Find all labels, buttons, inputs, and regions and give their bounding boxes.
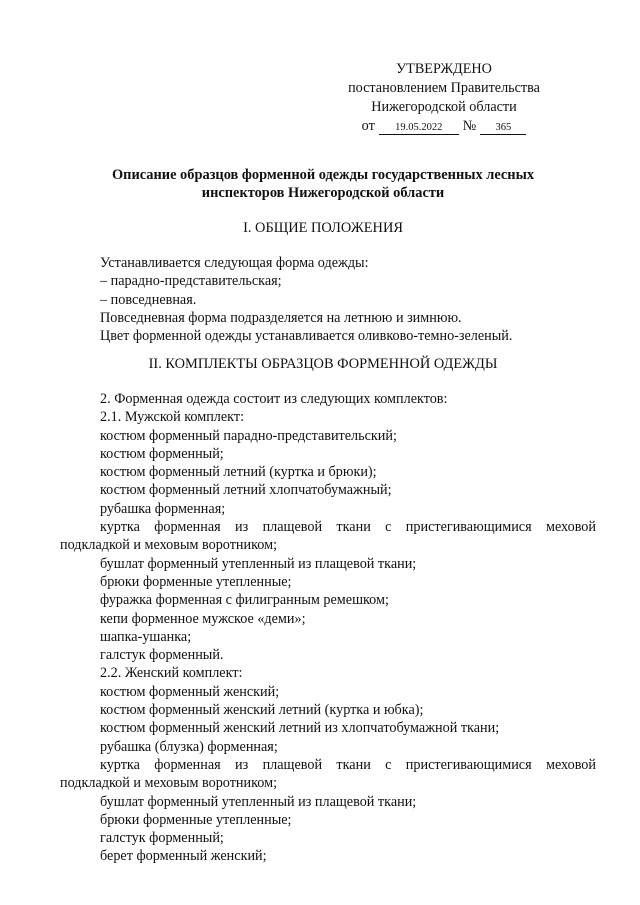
list-item: костюм форменный летний (куртка и брюки); — [100, 464, 377, 481]
approval-line-1: постановлением Правительства — [348, 80, 540, 96]
list-item: рубашка (блузка) форменная; — [100, 738, 278, 755]
paragraph-line: 2.2. Женский комплект: — [100, 665, 243, 682]
approval-date-line — [338, 117, 550, 136]
paragraph-line: – повседневная. — [100, 291, 197, 308]
list-item: костюм форменный женский летний из хлопчатобумажной ткани; — [100, 720, 500, 737]
list-item: костюм форменный парадно-представительский; — [100, 427, 397, 444]
list-item: бушлат форменный утепленный из плащевой ткани; — [100, 555, 417, 572]
paragraph-line: Цвет форменной одежды устанавливается оливково-темно-зеленый. — [100, 328, 513, 345]
approval-date: 19.05.2022 — [379, 121, 459, 135]
list-item-continuation: подкладкой и меховым воротником; — [60, 537, 278, 554]
from-label: от — [361, 118, 375, 134]
list-item: костюм форменный женский летний (куртка и юбка); — [100, 702, 424, 719]
list-item: кепи форменное мужское «деми»; — [100, 610, 306, 627]
paragraph-line: 2.1. Мужской комплект: — [100, 409, 245, 426]
list-item: брюки форменные утепленные; — [100, 811, 292, 828]
list-item: брюки форменные утепленные; — [100, 573, 292, 590]
document-title-line-2: инспекторов Нижегородской области — [201, 185, 445, 201]
list-item: фуражка форменная с филигранным ремешком; — [100, 592, 389, 609]
list-item: костюм форменный; — [100, 445, 224, 462]
list-item: бушлат форменный утепленный из плащевой ткани; — [100, 793, 417, 810]
list-item: костюм форменный женский; — [100, 683, 280, 700]
paragraph-line: Устанавливается следующая форма одежды: — [100, 255, 369, 271]
document-title — [60, 166, 586, 202]
list-item-continuation: подкладкой и меховым воротником; — [60, 775, 278, 792]
paragraph-line: – парадно-представительская; — [100, 273, 282, 290]
list-item: куртка форменная из плащевой ткани с пристегивающимися меховой — [100, 756, 596, 773]
approval-number: 365 — [480, 121, 526, 135]
section-1-heading: I. ОБЩИЕ ПОЛОЖЕНИЯ — [243, 220, 403, 236]
list-item: галстук форменный. — [100, 647, 224, 664]
list-item: берет форменный женский; — [100, 848, 267, 865]
document-title-line-1: Описание образцов форменной одежды государственных лесных — [111, 167, 535, 183]
section-2-body — [60, 390, 596, 866]
approval-stamp — [338, 60, 550, 136]
number-label: № — [462, 118, 477, 134]
approval-title: УТВЕРЖДЕНО — [396, 61, 492, 77]
list-item: куртка форменная из плащевой ткани с пристегивающимися меховой — [100, 519, 596, 536]
list-item: галстук форменный; — [100, 830, 224, 847]
section-2-heading: II. КОМПЛЕКТЫ ОБРАЗЦОВ ФОРМЕННОЙ ОДЕЖДЫ — [148, 356, 498, 372]
list-item: костюм форменный летний хлопчатобумажный; — [100, 482, 392, 499]
list-item: рубашка форменная; — [100, 500, 226, 517]
paragraph-line: 2. Форменная одежда состоит из следующих комплектов: — [100, 391, 448, 407]
list-item: шапка-ушанка; — [100, 628, 192, 645]
approval-line-2: Нижегородской области — [371, 99, 517, 115]
paragraph-line: Повседневная форма подразделяется на летнюю и зимнюю. — [100, 309, 462, 326]
section-1-body — [60, 254, 596, 345]
